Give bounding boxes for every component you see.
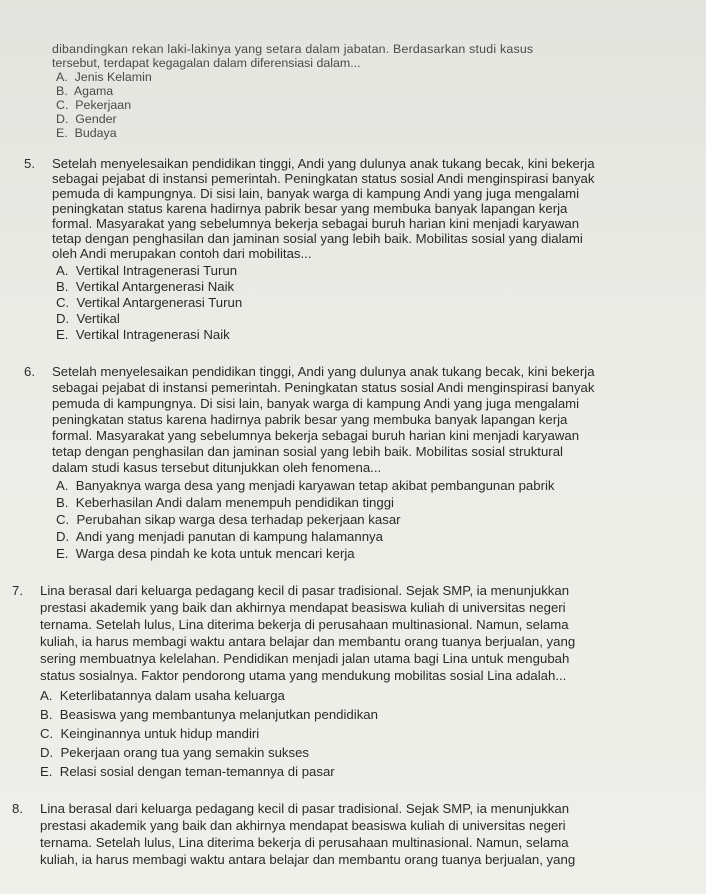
option-letter: E.: [56, 327, 69, 342]
option-text: Relasi sosial dengan teman-temannya di pasar: [59, 764, 335, 779]
option-letter: E.: [56, 126, 68, 140]
question-text-line: pemuda di kampungnya. Di sisi lain, banyak warga di kampung Andi yang juga mengalami: [52, 396, 580, 411]
option-text: Vertikal Antargenerasi Naik: [75, 279, 235, 294]
question-text-line: Setelah menyelesaikan pendidikan tinggi, Andi yang dulunya anak tukang becak, kini bekerja: [52, 156, 595, 171]
option-text: Warga desa pindah ke kota untuk mencari kerja: [75, 546, 355, 561]
question-number: 7.: [12, 583, 23, 598]
question-number: 5.: [24, 156, 35, 171]
question-text-line: oleh Andi merupakan contoh dari mobilitas...: [52, 246, 312, 261]
option-b[interactable]: [56, 84, 113, 99]
question-text-line: ternama. Setelah lulus, Lina diterima bekerja di perusahaan multinasional. Namun, selama: [40, 617, 569, 632]
option-letter: E.: [40, 764, 53, 779]
option-letter: B.: [56, 84, 68, 98]
option-a[interactable]: [56, 263, 237, 278]
question-text-line: peningkatan status karena hadirnya pabrik besar yang membuka banyak lapangan kerja: [52, 412, 568, 427]
option-e[interactable]: [56, 126, 117, 141]
option-text: Keberhasilan Andi dalam menempuh pendidikan tinggi: [75, 495, 394, 510]
option-text: Gender: [75, 112, 117, 126]
option-text: Vertikal Intragenerasi Turun: [75, 263, 238, 278]
question-text-line: Setelah menyelesaikan pendidikan tinggi, Andi yang dulunya anak tukang becak, kini bekerja: [52, 364, 595, 379]
question-text-line: sering membuatnya kelelahan. Pendidikan menjadi jalan utama bagi Lina untuk mengubah: [40, 651, 570, 666]
option-c[interactable]: [56, 295, 242, 310]
option-text: Jenis Kelamin: [74, 70, 152, 84]
question-text-line: prestasi akademik yang baik dan akhirnya mendapat beasiswa kuliah di universitas negeri: [40, 818, 566, 833]
option-letter: A.: [56, 478, 69, 493]
option-letter: B.: [56, 279, 69, 294]
question-text-line: pemuda di kampungnya. Di sisi lain, banyak warga di kampung Andi yang juga mengalami: [52, 186, 580, 201]
option-text: Perubahan sikap warga desa terhadap pekerjaan kasar: [76, 512, 401, 527]
option-b[interactable]: [56, 495, 394, 510]
option-text: Vertikal: [76, 311, 120, 326]
option-letter: C.: [56, 295, 70, 310]
option-text: Vertikal Intragenerasi Naik: [75, 327, 230, 342]
question-text-line: kuliah, ia harus membagi waktu antara belajar dan membantu orang tuanya berjualan, yang: [40, 852, 576, 867]
option-letter: D.: [56, 529, 70, 544]
option-d[interactable]: [56, 112, 117, 127]
option-text: Keinginannya untuk hidup mandiri: [60, 726, 260, 741]
option-e[interactable]: [56, 546, 355, 561]
question-text-line: tetap dengan penghasilan dan jaminan sosial yang lebih baik. Mobilitas sosial struktural: [52, 444, 563, 459]
option-b[interactable]: [40, 707, 378, 722]
question-text-line: tetap dengan penghasilan dan jaminan sosial yang lebih baik. Mobilitas sosial yang dialami: [52, 231, 583, 246]
option-text: Pekerjaan orang tua yang semakin sukses: [60, 745, 310, 760]
option-b[interactable]: [56, 279, 234, 294]
option-letter: A.: [56, 70, 68, 84]
option-a[interactable]: [56, 478, 555, 493]
question-text-line: tersebut, terdapat kegagalan dalam diferensiasi dalam...: [52, 56, 361, 70]
option-text: Keterlibatannya dalam usaha keluarga: [59, 688, 285, 703]
option-text: Andi yang menjadi panutan di kampung halamannya: [75, 529, 383, 544]
question-text-line: Lina berasal dari keluarga pedagang kecil di pasar tradisional. Sejak SMP, ia menunjukkan: [40, 583, 570, 598]
option-a[interactable]: [56, 70, 152, 85]
option-e[interactable]: [40, 764, 335, 779]
option-letter: C.: [56, 512, 70, 527]
question-text-line: peningkatan status karena hadirnya pabrik besar yang membuka banyak lapangan kerja: [52, 201, 568, 216]
question-text-line: Lina berasal dari keluarga pedagang kecil di pasar tradisional. Sejak SMP, ia menunjukkan: [40, 801, 570, 816]
option-letter: C.: [56, 98, 69, 112]
option-d[interactable]: [56, 311, 120, 326]
option-text: Budaya: [74, 126, 117, 140]
option-letter: D.: [56, 311, 70, 326]
option-text: Vertikal Antargenerasi Turun: [76, 295, 243, 310]
question-text-line: formal. Masyarakat yang sebelumnya bekerja sebagai buruh harian kini menjadi karyawan: [52, 216, 580, 231]
option-letter: C.: [40, 726, 54, 741]
question-text-line: sebagai pejabat di instansi pemerintah. Peningkatan status sosial Andi menginspirasi banyak: [52, 380, 595, 395]
question-number: 6.: [24, 364, 35, 379]
question-text-line: dalam studi kasus tersebut ditunjukkan oleh fenomena...: [52, 460, 382, 475]
option-d[interactable]: [40, 745, 309, 760]
option-c[interactable]: [56, 512, 401, 527]
question-text-line: ternama. Setelah lulus, Lina diterima bekerja di perusahaan multinasional. Namun, selama: [40, 835, 569, 850]
option-text: Agama: [73, 84, 114, 98]
question-number: 8.: [12, 801, 23, 816]
question-text-line: kuliah, ia harus membagi waktu antara belajar dan membantu orang tuanya berjualan, yang: [40, 634, 576, 649]
question-text-line: dibandingkan rekan laki-lakinya yang setara dalam jabatan. Berdasarkan studi kasus: [52, 42, 534, 56]
option-a[interactable]: [40, 688, 285, 703]
option-letter: E.: [56, 546, 69, 561]
question-text-line: sebagai pejabat di instansi pemerintah. Peningkatan status sosial Andi menginspirasi banyak: [52, 171, 595, 186]
question-text-line: prestasi akademik yang baik dan akhirnya mendapat beasiswa kuliah di universitas negeri: [40, 600, 566, 615]
option-c[interactable]: [40, 726, 259, 741]
option-c[interactable]: [56, 98, 131, 113]
option-letter: B.: [56, 495, 69, 510]
option-text: Banyaknya warga desa yang menjadi karyawan tetap akibat pembangunan pabrik: [75, 478, 555, 493]
option-e[interactable]: [56, 327, 230, 342]
option-letter: A.: [40, 688, 53, 703]
option-text: Pekerjaan: [75, 98, 132, 112]
option-letter: A.: [56, 263, 69, 278]
option-letter: B.: [40, 707, 53, 722]
question-text-line: status sosialnya. Faktor pendorong utama yang mendukung mobilitas sosial Lina adalah...: [40, 668, 567, 683]
option-letter: D.: [56, 112, 69, 126]
question-text-line: formal. Masyarakat yang sebelumnya bekerja sebagai buruh harian kini menjadi karyawan: [52, 428, 580, 443]
option-text: Beasiswa yang membantunya melanjutkan pendidikan: [59, 707, 378, 722]
option-letter: D.: [40, 745, 54, 760]
option-d[interactable]: [56, 529, 383, 544]
